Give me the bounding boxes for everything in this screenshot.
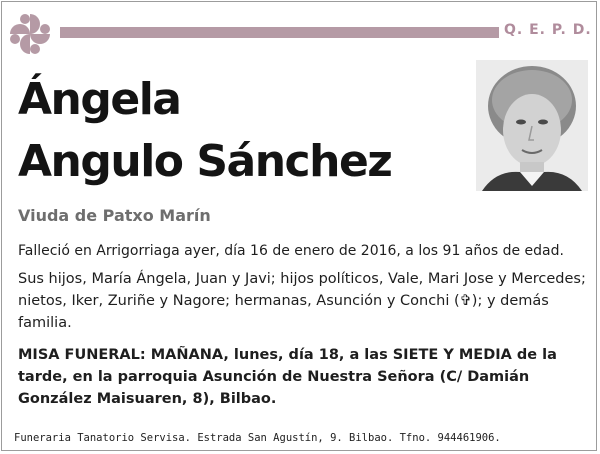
family-list: Sus hijos, María Ángela, Juan y Javi; hijos políticos, Vale, Mari Jose y Mercedes; nietos, Iker, Zuriñe y Nagore; hermanas, Asunción y Conchi (✞); y demás familia. (18, 271, 586, 331)
obituary-frame (1, 1, 597, 451)
portrait-photo (476, 60, 588, 191)
funeral-home-footer: Funeraria Tanatorio Servisa. Estrada San Agustín, 9. Bilbao. Tfno. 944461906. (14, 432, 501, 444)
funeral-mass-notice: MISA FUNERAL: MAÑANA, lunes, día 18, a las SIETE Y MEDIA de la tarde, en la parroquia Asunción de Nuestra Señora (C/ Damián González Maisuaren, 8), Bilbao. (18, 347, 557, 407)
lauburu-icon (4, 8, 56, 60)
qepd-label: Q. E. P. D. (504, 22, 592, 38)
widow-of-line: Viuda de Patxo Marín (18, 206, 211, 225)
deceased-surnames: Angulo Sánchez (18, 136, 392, 187)
header-rule (60, 27, 499, 38)
deceased-first-name: Ángela (18, 74, 181, 125)
death-notice: Falleció en Arrigorriaga ayer, día 16 de enero de 2016, a los 91 años de edad. (18, 243, 564, 259)
